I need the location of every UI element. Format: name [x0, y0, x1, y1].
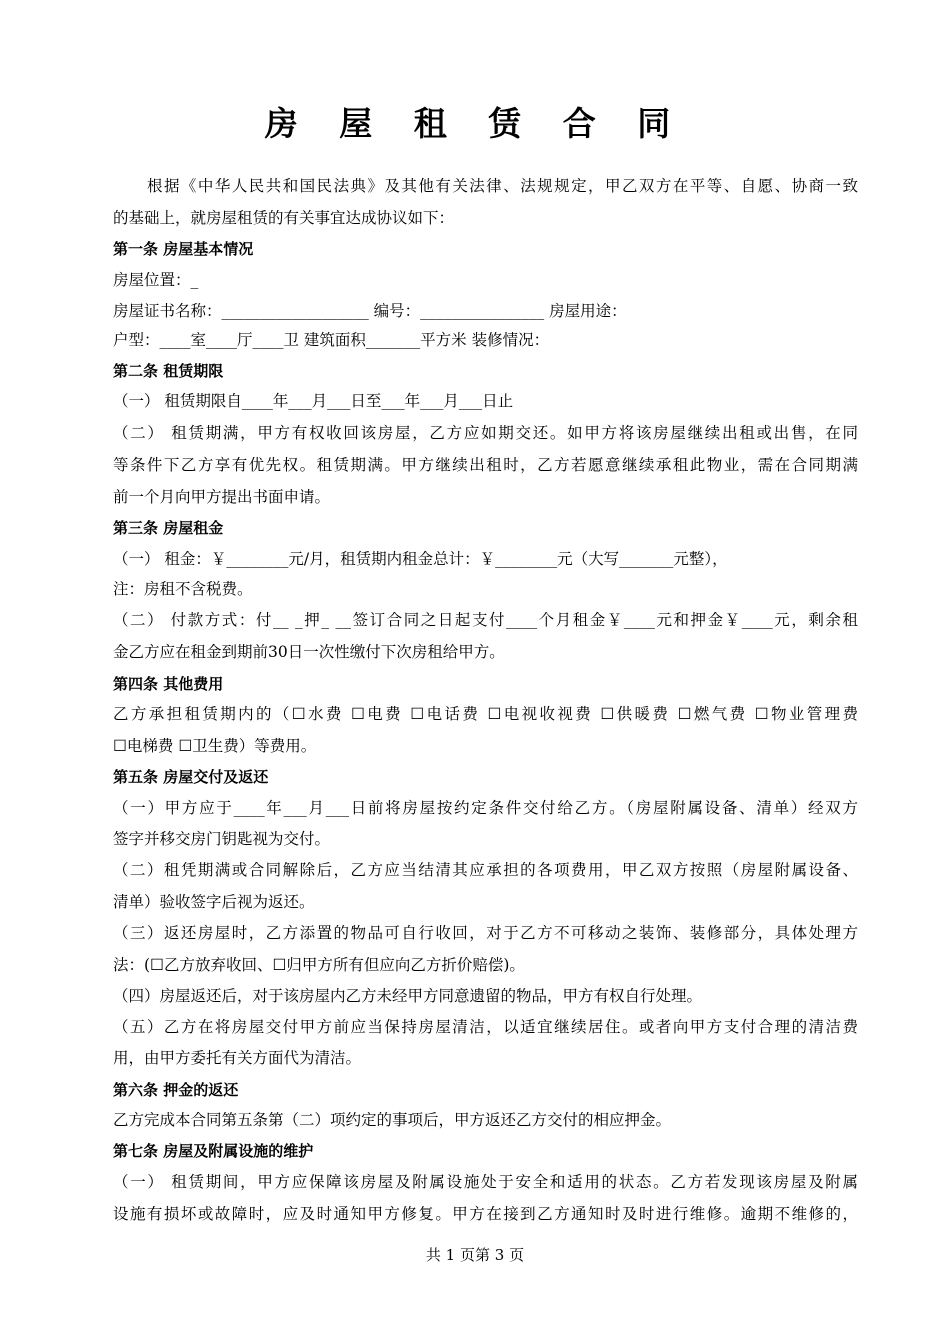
section-3-heading: 第三条 房屋租金	[113, 519, 224, 537]
rent-amount: （一） 租金：￥________元/月，租赁期内租金总计：￥________元（大写_______元整），	[113, 550, 728, 568]
payment-method-line-1: （二） 付款方式：付__ _押_ __签订合同之日起支付____个月租金￥____元和押金￥____元，剩余租	[113, 611, 858, 629]
delivery-3-line-1: （三）返还房屋时，乙方添置的物品可自行收回，对于乙方不可移动之装饰、装修部分，具体处理方	[113, 924, 858, 942]
deposit-return: 乙方完成本合同第五条第（二）项约定的事项后，甲方返还乙方交付的相应押金。	[113, 1111, 672, 1129]
lease-term-2-line-3: 前一个月向甲方提出书面申请。	[113, 488, 331, 506]
section-4-heading: 第四条 其他费用	[113, 675, 224, 693]
house-location: 房屋位置：_	[113, 271, 199, 289]
delivery-5-line-1: （五）乙方在将房屋交付甲方前应当保持房屋清洁，以适宜继续居住。或者向甲方支付合理的清洁费	[113, 1018, 858, 1036]
other-fees-line-1: 乙方承担租赁期内的（☐水费 ☐电费 ☐电话费 ☐电视收视费 ☐供暖费 ☐燃气费 ☐物业管理费	[113, 705, 858, 723]
page-title: 房 屋 租 赁 合 同	[264, 104, 686, 143]
lease-term-2-line-1: （二） 租赁期满，甲方有权收回该房屋，乙方应如期交还。如甲方将该房屋继续出租或出售，在同	[113, 424, 858, 442]
other-fees-line-2: ☐电梯费 ☐卫生费）等费用。	[113, 737, 317, 755]
delivery-3-line-2: 法：(☐乙方放弃收回、☐归甲方所有但应向乙方折价赔偿)。	[113, 956, 525, 974]
house-certificate: 房屋证书名称：___________________ 编号：________________ 房屋用途：	[113, 302, 627, 320]
section-5-heading: 第五条 房屋交付及返还	[113, 768, 269, 786]
lease-term-1: （一） 租赁期限自____年___月___日至___年___月___日止	[113, 392, 514, 410]
delivery-2-line-2: 清单）验收签字后视为返还。	[113, 893, 315, 911]
delivery-4: （四）房屋返还后，对于该房屋内乙方未经甲方同意遗留的物品，甲方有权自行处理。	[113, 987, 703, 1005]
section-1-heading: 第一条 房屋基本情况	[113, 240, 254, 258]
section-7-heading: 第七条 房屋及附属设施的维护	[113, 1142, 314, 1160]
payment-method-line-2: 金乙方应在租金到期前30日一次性缴付下次房租给甲方。	[113, 643, 505, 661]
section-2-heading: 第二条 租赁期限	[113, 362, 224, 380]
delivery-1-line-2: 签字并移交房门钥匙视为交付。	[113, 830, 331, 848]
intro-line-1: 根据《中华人民共和国民法典》及其他有关法律、法规规定，甲乙双方在平等、自愿、协商一致	[147, 177, 858, 195]
lease-term-2-line-2: 等条件下乙方享有优先权。租赁期满。甲方继续出租时，乙方若愿意继续承租此物业，需在合同期满	[113, 456, 858, 474]
delivery-5-line-2: 用，由甲方委托有关方面代为清洁。	[113, 1049, 362, 1067]
maintenance-line-1: （一） 租赁期间，甲方应保障该房屋及附属设施处于安全和适用的状态。乙方若发现该房屋及附属	[113, 1173, 858, 1191]
section-6-heading: 第六条 押金的返还	[113, 1081, 239, 1099]
delivery-1-line-1: （一）甲方应于____年___月___日前将房屋按约定条件交付给乙方。（房屋附属设备、清单）经双方	[113, 799, 858, 817]
house-layout: 户型：____室____厅____卫 建筑面积_______平方米 装修情况：	[113, 331, 550, 349]
maintenance-line-2: 设施有损坏或故障时，应及时通知甲方修复。甲方在接到乙方通知时及时进行维修。逾期不维修的，	[113, 1205, 858, 1223]
delivery-2-line-1: （二）租凭期满或合同解除后，乙方应当结清其应承担的各项费用，甲乙双方按照（房屋附属设备、	[113, 861, 858, 879]
intro-line-2: 的基础上，就房屋租赁的有关事宜达成协议如下：	[113, 209, 455, 227]
page-footer: 共 1 页第 3 页	[425, 1246, 525, 1264]
rent-note: 注：房租不含税费。	[113, 580, 253, 598]
